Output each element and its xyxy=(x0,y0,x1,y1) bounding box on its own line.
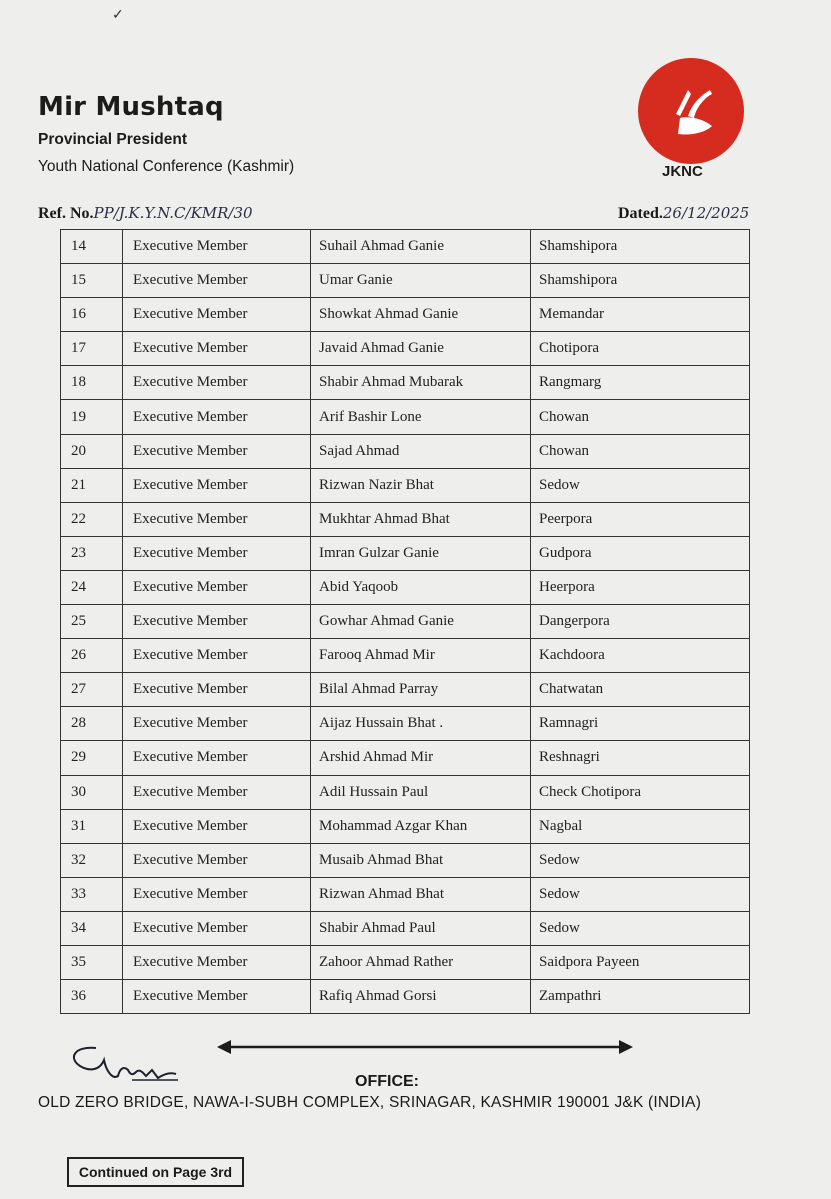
office-address: OLD ZERO BRIDGE, NAWA-I-SUBH COMPLEX, SRINAGAR, KASHMIR 190001 J&K (INDIA) xyxy=(38,1094,702,1111)
sender-organization: Youth National Conference (Kashmir) xyxy=(38,158,295,175)
member-place: Shamshipora xyxy=(531,264,750,298)
member-role: Executive Member xyxy=(123,570,311,604)
table-row xyxy=(61,843,750,877)
serial-number: 32 xyxy=(61,843,123,877)
member-role: Executive Member xyxy=(123,468,311,502)
member-place: Sedow xyxy=(531,911,750,945)
member-place: Chotipora xyxy=(531,332,750,366)
serial-number: 18 xyxy=(61,366,123,400)
table-row xyxy=(61,264,750,298)
member-place: Chowan xyxy=(531,400,750,434)
date-line xyxy=(618,204,749,223)
reference-number xyxy=(38,204,253,223)
member-place: Dangerpora xyxy=(531,605,750,639)
member-role: Executive Member xyxy=(123,911,311,945)
table-row xyxy=(61,366,750,400)
member-name: Sajad Ahmad xyxy=(311,434,531,468)
member-name: Showkat Ahmad Ganie xyxy=(311,298,531,332)
members-table xyxy=(60,229,750,1014)
table-row xyxy=(61,639,750,673)
member-role: Executive Member xyxy=(123,673,311,707)
table-row xyxy=(61,434,750,468)
serial-number: 33 xyxy=(61,877,123,911)
table-row xyxy=(61,877,750,911)
serial-number: 21 xyxy=(61,468,123,502)
table-row xyxy=(61,911,750,945)
member-role: Executive Member xyxy=(123,605,311,639)
dated-value: 26/12/2025 xyxy=(662,204,750,222)
member-name: Rafiq Ahmad Gorsi xyxy=(311,980,531,1014)
member-place: Zampathri xyxy=(531,980,750,1014)
serial-number: 22 xyxy=(61,502,123,536)
member-place: Sedow xyxy=(531,843,750,877)
member-name: Shabir Ahmad Paul xyxy=(311,911,531,945)
member-role: Executive Member xyxy=(123,741,311,775)
member-place: Peerpora xyxy=(531,502,750,536)
member-name: Arshid Ahmad Mir xyxy=(311,741,531,775)
member-name: Gowhar Ahmad Ganie xyxy=(311,605,531,639)
tick-mark-icon: ✓ xyxy=(112,6,124,22)
member-name: Umar Ganie xyxy=(311,264,531,298)
member-role: Executive Member xyxy=(123,332,311,366)
table-row xyxy=(61,809,750,843)
member-place: Ramnagri xyxy=(531,707,750,741)
table-row xyxy=(61,230,750,264)
double-arrow-icon xyxy=(215,1036,635,1058)
member-place: Chatwatan xyxy=(531,673,750,707)
member-role: Executive Member xyxy=(123,877,311,911)
serial-number: 23 xyxy=(61,536,123,570)
ref-label: Ref. No. xyxy=(38,205,94,222)
member-role: Executive Member xyxy=(123,775,311,809)
member-role: Executive Member xyxy=(123,945,311,979)
member-name: Suhail Ahmad Ganie xyxy=(311,230,531,264)
table-row xyxy=(61,741,750,775)
table-row xyxy=(61,945,750,979)
serial-number: 25 xyxy=(61,605,123,639)
ref-value: PP/J.K.Y.N.C/KMR/30 xyxy=(93,204,253,222)
member-role: Executive Member xyxy=(123,639,311,673)
member-role: Executive Member xyxy=(123,264,311,298)
member-name: Abid Yaqoob xyxy=(311,570,531,604)
serial-number: 31 xyxy=(61,809,123,843)
member-role: Executive Member xyxy=(123,843,311,877)
member-name: Mohammad Azgar Khan xyxy=(311,809,531,843)
member-name: Arif Bashir Lone xyxy=(311,400,531,434)
table-row xyxy=(61,673,750,707)
office-title: OFFICE: xyxy=(355,1073,419,1090)
table-row xyxy=(61,298,750,332)
member-role: Executive Member xyxy=(123,980,311,1014)
member-role: Executive Member xyxy=(123,366,311,400)
member-name: Bilal Ahmad Parray xyxy=(311,673,531,707)
serial-number: 29 xyxy=(61,741,123,775)
signature xyxy=(66,1040,236,1090)
member-place: Heerpora xyxy=(531,570,750,604)
serial-number: 24 xyxy=(61,570,123,604)
member-place: Sedow xyxy=(531,468,750,502)
table-row xyxy=(61,502,750,536)
table-row xyxy=(61,605,750,639)
serial-number: 19 xyxy=(61,400,123,434)
member-name: Farooq Ahmad Mir xyxy=(311,639,531,673)
member-place: Check Chotipora xyxy=(531,775,750,809)
serial-number: 17 xyxy=(61,332,123,366)
member-role: Executive Member xyxy=(123,400,311,434)
member-name: Adil Hussain Paul xyxy=(311,775,531,809)
logo-caption: JKNC xyxy=(662,163,703,180)
member-name: Zahoor Ahmad Rather xyxy=(311,945,531,979)
table-row xyxy=(61,332,750,366)
member-name: Mukhtar Ahmad Bhat xyxy=(311,502,531,536)
table-row xyxy=(61,400,750,434)
serial-number: 27 xyxy=(61,673,123,707)
member-name: Aijaz Hussain Bhat . xyxy=(311,707,531,741)
member-place: Reshnagri xyxy=(531,741,750,775)
serial-number: 28 xyxy=(61,707,123,741)
dated-label: Dated. xyxy=(618,205,663,222)
member-role: Executive Member xyxy=(123,230,311,264)
member-role: Executive Member xyxy=(123,809,311,843)
member-name: Shabir Ahmad Mubarak xyxy=(311,366,531,400)
member-name: Musaib Ahmad Bhat xyxy=(311,843,531,877)
member-place: Chowan xyxy=(531,434,750,468)
serial-number: 20 xyxy=(61,434,123,468)
serial-number: 34 xyxy=(61,911,123,945)
member-name: Imran Gulzar Ganie xyxy=(311,536,531,570)
member-place: Nagbal xyxy=(531,809,750,843)
sender-name: Mir Mushtaq xyxy=(38,92,224,122)
member-place: Kachdoora xyxy=(531,639,750,673)
table-row xyxy=(61,468,750,502)
member-place: Gudpora xyxy=(531,536,750,570)
member-name: Javaid Ahmad Ganie xyxy=(311,332,531,366)
table-row xyxy=(61,707,750,741)
serial-number: 35 xyxy=(61,945,123,979)
member-place: Shamshipora xyxy=(531,230,750,264)
member-role: Executive Member xyxy=(123,298,311,332)
member-role: Executive Member xyxy=(123,707,311,741)
member-role: Executive Member xyxy=(123,536,311,570)
table-row xyxy=(61,536,750,570)
serial-number: 16 xyxy=(61,298,123,332)
continued-note: Continued on Page 3rd xyxy=(67,1157,244,1187)
serial-number: 15 xyxy=(61,264,123,298)
table-row xyxy=(61,570,750,604)
member-place: Rangmarg xyxy=(531,366,750,400)
member-name: Rizwan Nazir Bhat xyxy=(311,468,531,502)
serial-number: 26 xyxy=(61,639,123,673)
member-role: Executive Member xyxy=(123,434,311,468)
serial-number: 36 xyxy=(61,980,123,1014)
serial-number: 14 xyxy=(61,230,123,264)
table-row xyxy=(61,775,750,809)
table-row xyxy=(61,980,750,1014)
member-place: Sedow xyxy=(531,877,750,911)
member-role: Executive Member xyxy=(123,502,311,536)
member-name: Rizwan Ahmad Bhat xyxy=(311,877,531,911)
sender-designation: Provincial President xyxy=(38,131,188,148)
member-place: Memandar xyxy=(531,298,750,332)
serial-number: 30 xyxy=(61,775,123,809)
jknc-plough-logo-icon xyxy=(636,56,746,166)
member-place: Saidpora Payeen xyxy=(531,945,750,979)
